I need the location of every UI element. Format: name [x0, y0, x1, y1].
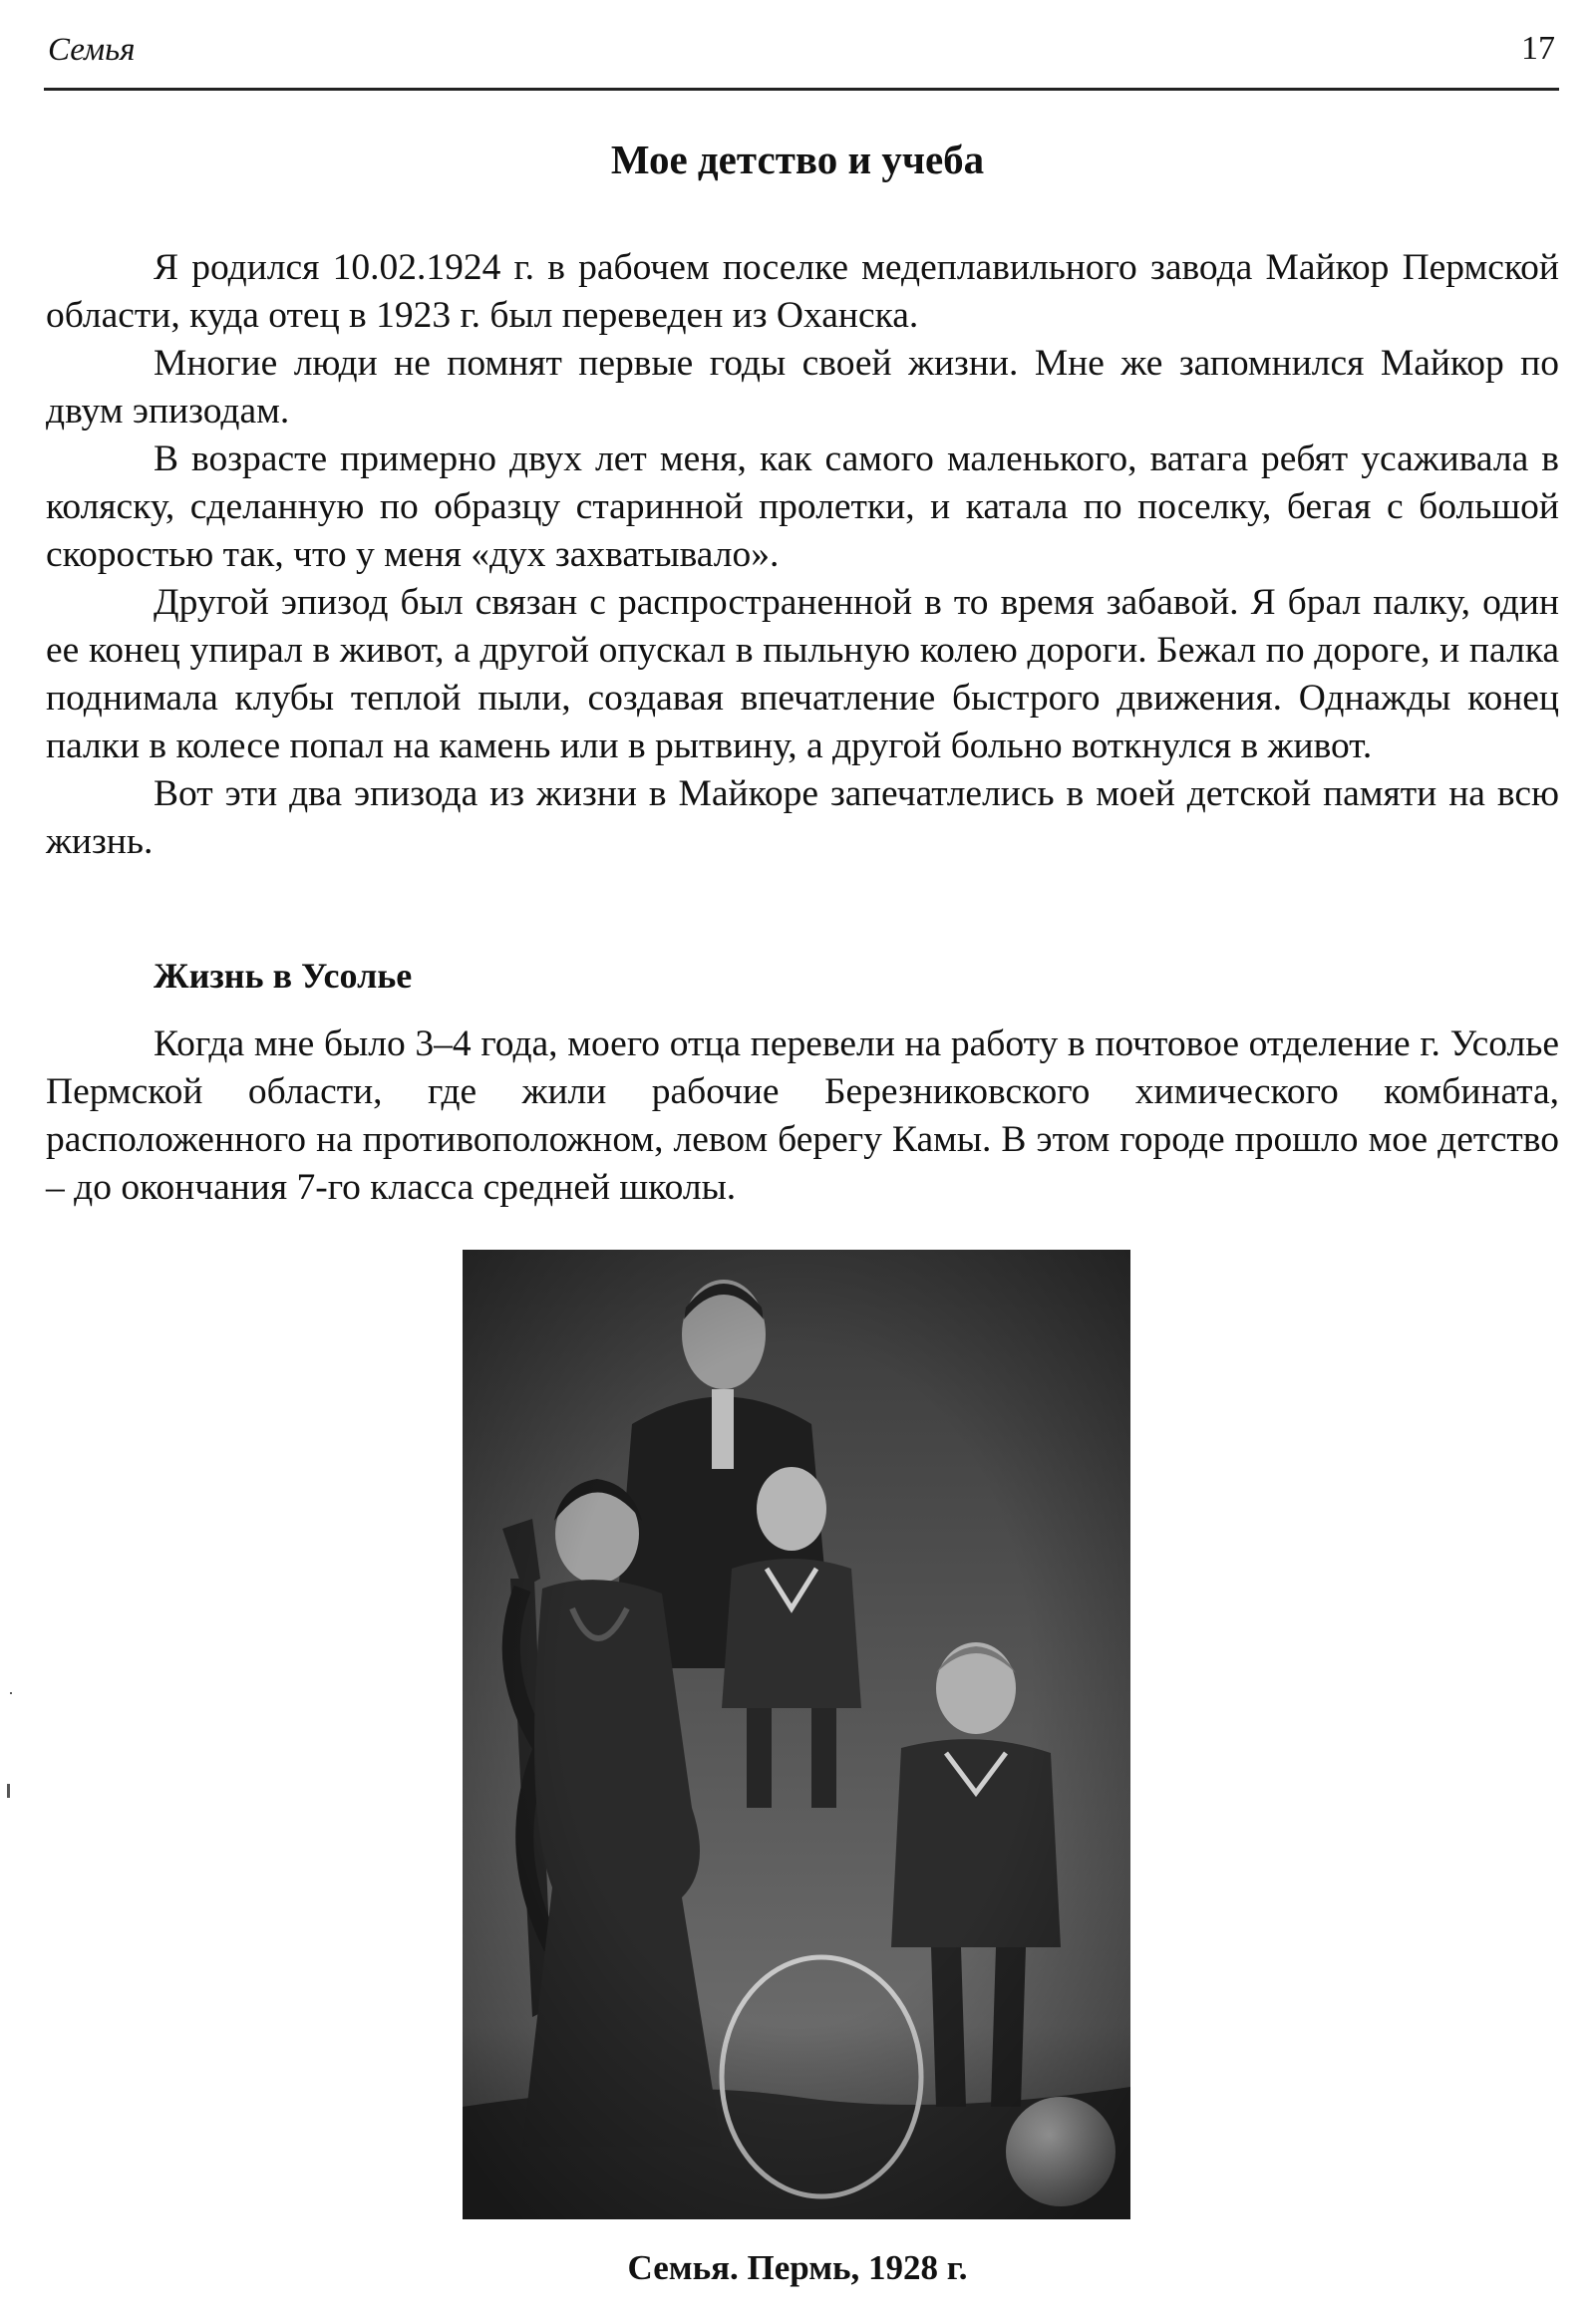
body-text-part-2	[46, 1020, 1559, 1212]
paragraph-carriage-episode: В возрасте примерно двух лет меня, как самого маленького, ватага ребят усаживала в коляску, сделанную по образцу старинной пролетки, и катала по поселку, бегая с большой скоростью так, что у меня «дух захватывало».	[46, 438, 1559, 575]
paragraph-memories: Многие люди не помнят первые годы своей жизни. Мне же запомнился Майкор по двум эпизодам.	[46, 343, 1559, 432]
family-photo	[463, 1250, 1130, 2219]
photo-caption: Семья. Пермь, 1928 г.	[627, 2248, 968, 2287]
scan-mark	[10, 1692, 12, 1694]
family-photo-image	[463, 1250, 1130, 2219]
body-text-part-1	[46, 244, 1559, 866]
scan-mark	[7, 1784, 10, 1798]
page-number: 17	[1521, 30, 1555, 67]
chapter-title: Мое детство и учеба	[610, 137, 985, 182]
running-title: Семья	[48, 32, 136, 68]
section-heading: Жизнь в Усолье	[154, 956, 413, 996]
paragraph-usolye: Когда мне было 3–4 года, моего отца перевели на работу в почтовое отделение г. Усолье Пермской области, где жили рабочие Березниковского химического комбината, расположенного на противоположном, левом берегу Камы. В этом городе прошло мое детство – до окончания 7-го класса средней школы.	[46, 1023, 1559, 1208]
paragraph-stick-episode: Другой эпизод был связан с распространенной в то время забавой. Я брал палку, один ее конец упирал в живот, а другой опускал в пыльную колею дороги. Бежал по дороге, и палка поднимала клубы теплой пыли, создавая впечатление быстрого движения. Однажды конец палки в колесе попал на камень или в рытвину, а другой больно воткнулся в живот.	[46, 582, 1559, 766]
running-head	[44, 26, 1559, 91]
paragraph-conclusion: Вот эти два эпизода из жизни в Майкоре запечатлелись в моей детской памяти на всю жизнь.	[46, 773, 1559, 862]
paragraph-birth: Я родился 10.02.1924 г. в рабочем поселке медеплавильного завода Майкор Пермской области, куда отец в 1923 г. был переведен из Оханска.	[46, 247, 1559, 336]
